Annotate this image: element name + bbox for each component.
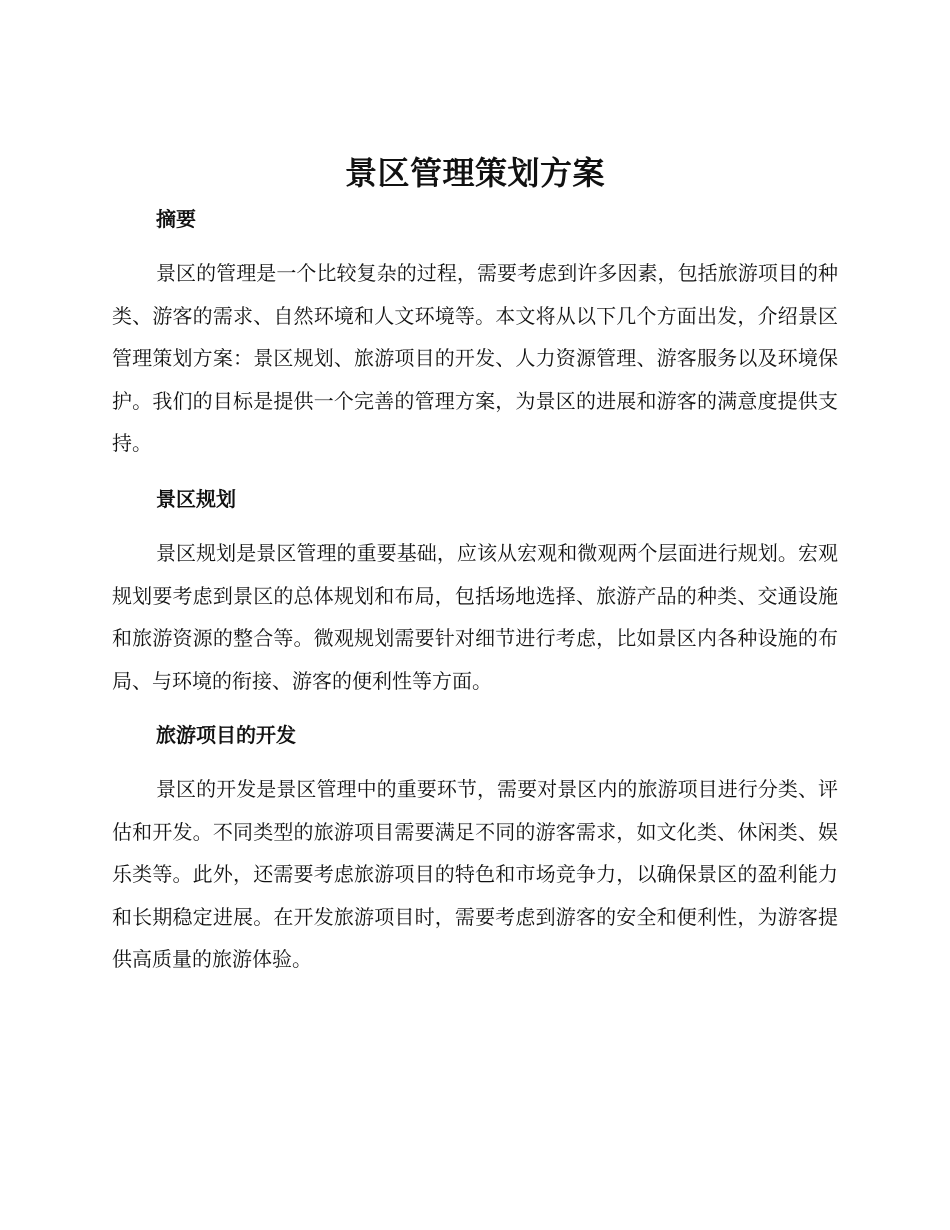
section-heading-planning: 景区规划 — [156, 487, 236, 511]
section-body-planning: 景区规划是景区管理的重要基础，应该从宏观和微观两个层面进行规划。宏观规划要考虑到景区的总体规划和布局，包括场地选择、旅游产品的种类、交通设施和旅游资源的整合等。微观规划需要针对细节进行考虑，比如景区内各种设施的布局、与环境的衔接、游客的便利性等方面。 — [112, 541, 838, 693]
section-body-abstract: 景区的管理是一个比较复杂的过程，需要考虑到许多因素，包括旅游项目的种类、游客的需求、自然环境和人文环境等。本文将从以下几个方面出发，介绍景区管理策划方案：景区规划、旅游项目的开发、人力资源管理、游客服务以及环境保护。我们的目标是提供一个完善的管理方案，为景区的进展和游客的满意度提供支持。 — [112, 261, 838, 456]
document-title: 景区管理策划方案 — [344, 154, 605, 192]
section-heading-abstract: 摘要 — [156, 207, 196, 231]
section-heading-projects: 旅游项目的开发 — [156, 723, 296, 747]
section-body-projects: 景区的开发是景区管理中的重要环节，需要对景区内的旅游项目进行分类、评估和开发。不同类型的旅游项目需要满足不同的游客需求，如文化类、休闲类、娱乐类等。此外，还需要考虑旅游项目的特色和市场竞争力，以确保景区的盈利能力和长期稳定进展。在开发旅游项目时，需要考虑到游客的安全和便利性，为游客提供高质量的旅游体验。 — [112, 777, 838, 972]
